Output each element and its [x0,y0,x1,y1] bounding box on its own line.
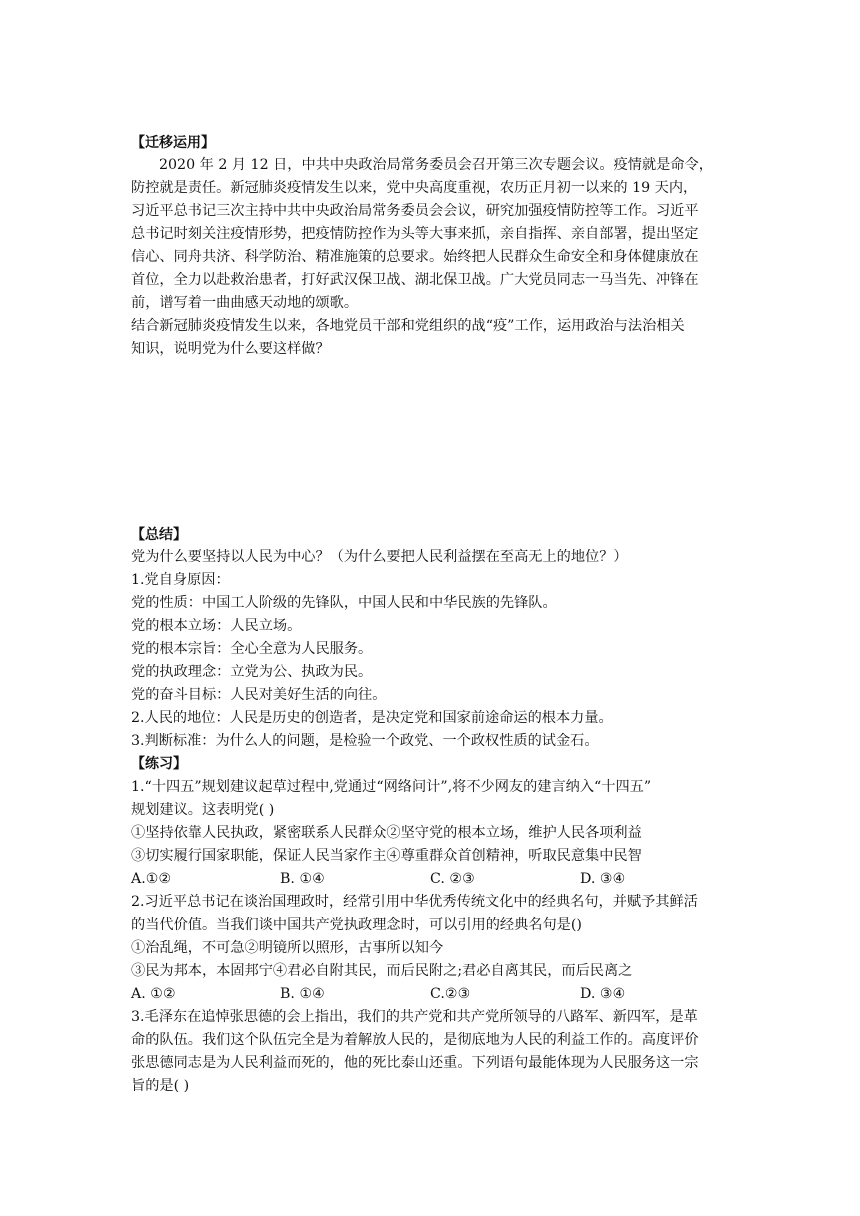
passage-line: 首位，全力以赴救治患者，打好武汉保卫战、湖北保卫战。广大党员同志一马当先、冲锋在 [131,272,699,288]
passage-line: 习近平总书记三次主持中共中央政治局常务委员会会议，研究加强疫情防控等工作。习近平 [131,203,699,219]
q1-option-a[interactable]: A.①② [131,871,172,887]
summary-line: 2.人民的地位：人民是历史的创造者，是决定党和国家前途命运的根本力量。 [131,710,613,726]
question-line: 知识，说明党为什么要这样做？ [131,341,330,357]
q1-option-c[interactable]: C. ②③ [430,871,475,887]
summary-line: 党为什么要坚持以人民为中心？（为什么要把人民利益摆在至高无上的地位？） [131,549,628,565]
q2-option-b[interactable]: B. ①④ [280,986,325,1002]
summary-line: 党的根本宗旨：全心全意为人民服务。 [131,641,373,657]
q3-stem-line: 张思德同志是为人民利益而死的，他的死比泰山还重。下列语句最能体现为人民服务这一宗 [131,1055,699,1071]
summary-line: 党的执政理念：立党为公、执政为民。 [131,664,373,680]
q1-option-d[interactable]: D. ③④ [580,871,626,887]
summary-line: 党的根本立场：人民立场。 [131,618,302,634]
passage-line: 总书记时刻关注疫情形势，把疫情防控作为头等大事来抓，亲自指挥、亲自部署，提出坚定 [131,226,699,242]
passage-line: 2020 年 2 月 12 日，中共中央政治局常务委员会召开第三次专题会议。疫情就是命令， [159,157,713,173]
q2-option-d[interactable]: D. ③④ [580,986,626,1002]
q1-option-b[interactable]: B. ①④ [280,871,325,887]
transfer-heading: 【迁移运用】 [131,135,215,151]
summary-line: 党的性质：中国工人阶级的先锋队，中国人民和中华民族的先锋队。 [131,595,557,611]
question-line: 结合新冠肺炎疫情发生以来，各地党员干部和党组织的战“疫”工作，运用政治与法治相关 [131,318,685,334]
q3-stem-line: 命的队伍。我们这个队伍完全是为着解放人民的，是彻底地为人民的利益工作的。高度评价 [131,1032,699,1048]
q3-stem-line: 3.毛泽东在追悼张思德的会上指出，我们的共产党和共产党所领导的八路军、新四军，是革 [131,1009,698,1025]
q1-stem-line: 1.“十四五”规划建议起草过程中,党通过“网络问计”,将不少网友的建言纳入“十四五” [131,779,652,795]
summary-line: 1.党自身原因： [131,572,230,588]
q2-statement: ③民为邦本，本固邦宁④君必自附其民，而后民附之;君必自离其民，而后民离之 [131,963,633,979]
q1-statement: ①坚持依靠人民执政，紧密联系人民群众②坚守党的根本立场，维护人民各项利益 [131,825,642,841]
summary-heading: 【总结】 [131,527,187,543]
passage-line: 前，谱写着一曲曲感天动地的颂歌。 [131,295,359,311]
q2-statement: ①治乱绳，不可急②明镜所以照形，古事所以知今 [131,940,444,956]
summary-line: 党的奋斗目标：人民对美好生活的向往。 [131,687,387,703]
q2-option-a[interactable]: A. ①② [131,986,176,1002]
summary-line: 3.判断标准：为什么人的问题，是检验一个政党、一个政权性质的试金石。 [131,733,599,749]
practice-heading: 【练习】 [131,756,187,772]
q2-option-c[interactable]: C.②③ [430,986,471,1002]
q3-stem-line: 旨的是( ) [131,1078,190,1094]
q1-stem-line: 规划建议。这表明党( ) [131,802,275,818]
passage-line: 防控就是责任。新冠肺炎疫情发生以来，党中央高度重视，农历正月初一以来的 19 天内， [131,180,698,196]
passage-line: 信心、同舟共济、科学防治、精准施策的总要求。始终把人民群众生命安全和身体健康放在 [131,249,699,265]
q2-stem-line: 的当代价值。当我们谈中国共产党执政理念时，可以引用的经典名句是() [131,917,582,933]
q1-statement: ③切实履行国家职能，保证人民当家作主④尊重群众首创精神，听取民意集中民智 [131,848,642,864]
q2-stem-line: 2.习近平总书记在谈治国理政时，经常引用中华优秀传统文化中的经典名句，并赋予其鲜活 [131,894,698,910]
